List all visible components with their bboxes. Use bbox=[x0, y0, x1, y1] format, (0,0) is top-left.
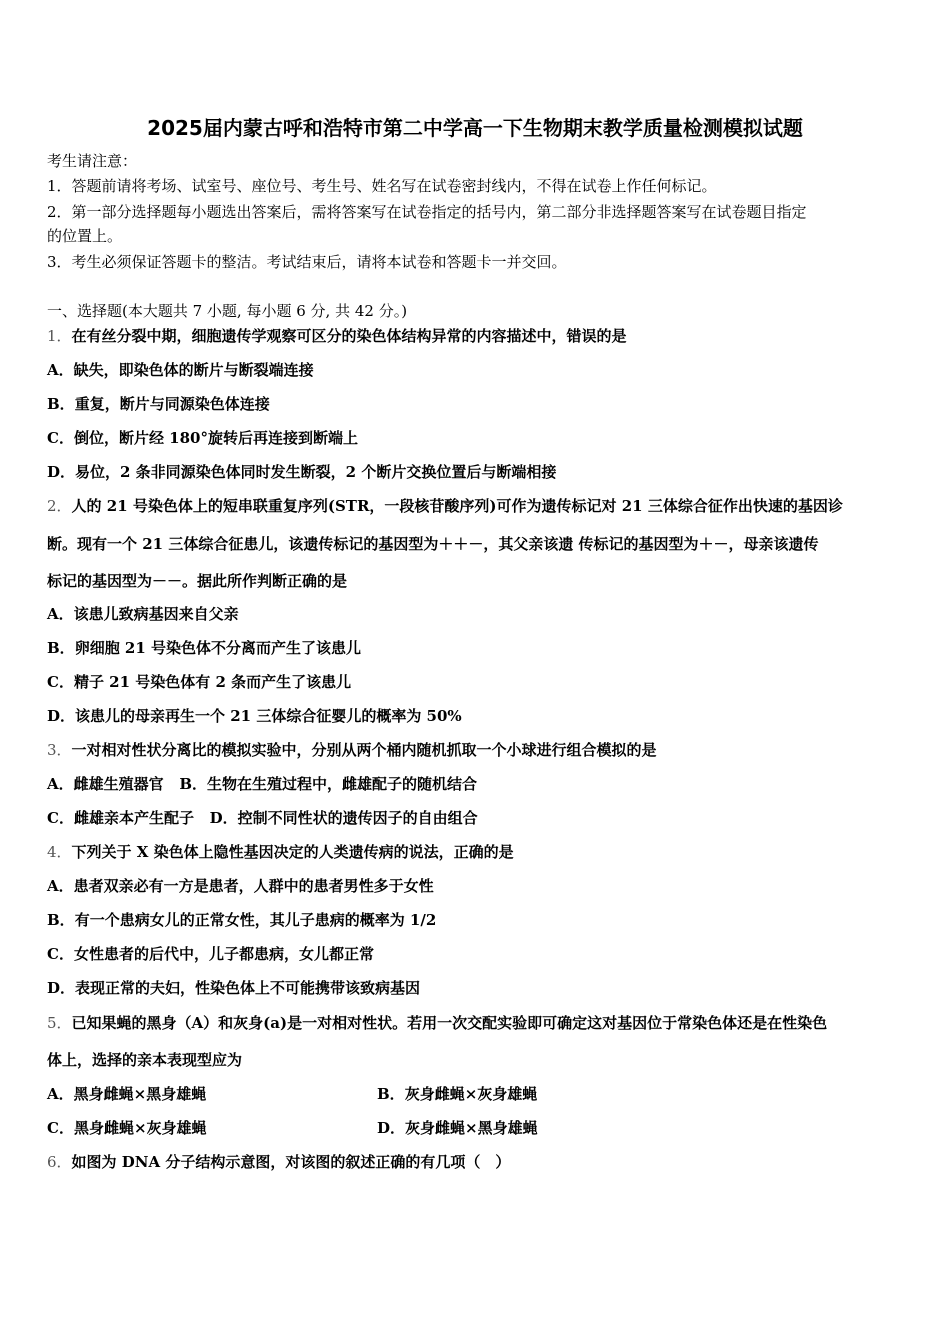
option-d bbox=[47, 978, 420, 998]
option-text: 黑身雌蝇×黑身雄蝇 bbox=[73, 1085, 207, 1103]
option-label: B． bbox=[377, 1085, 405, 1103]
option-label: A． bbox=[47, 1085, 74, 1103]
notice-item: 3．考生必须保证答题卡的整洁。考试结束后，请将本试卷和答题卡一并交回。 bbox=[47, 253, 567, 271]
option-label: D． bbox=[47, 463, 76, 481]
option-a bbox=[47, 876, 434, 896]
option-label: D． bbox=[209, 809, 238, 827]
question-5-stem bbox=[47, 1013, 827, 1033]
option-label: C． bbox=[47, 945, 74, 963]
option-text: 该患儿致病基因来自父亲 bbox=[73, 605, 239, 623]
option-b bbox=[47, 394, 270, 414]
option-text: 患者双亲必有一方是患者，人群中的患者男性多于女性 bbox=[73, 877, 434, 895]
question-stem-line: 人的 21 号染色体上的短串联重复序列(STR，一段核苷酸序列)可作为遗传标记对 21 三体综合征作出快速的基因诊 bbox=[71, 497, 843, 515]
question-stem-line: 在有丝分裂中期，细胞遗传学观察可区分的染色体结构异常的内容描述中，错误的是 bbox=[71, 327, 627, 345]
option-label: A． bbox=[47, 605, 74, 623]
option-label: D． bbox=[47, 979, 76, 997]
option-c bbox=[47, 944, 374, 964]
notice-item: 1．答题前请将考场、试室号、座位号、考生号、姓名写在试卷密封线内，不得在试卷上作任何标记。 bbox=[47, 177, 717, 195]
option-c bbox=[47, 428, 358, 448]
question-number: 3． bbox=[47, 741, 72, 759]
option-c bbox=[47, 1118, 207, 1138]
option-a bbox=[47, 1084, 206, 1104]
option-text: 雌雄生殖器官 bbox=[73, 775, 164, 793]
notice-item: 2．第一部分选择题每小题选出答案后，需将答案写在试卷指定的括号内，第二部分非选择题答案写在试卷题目指定 bbox=[47, 203, 807, 221]
option-text: 精子 21 号染色体有 2 条而产生了该患儿 bbox=[73, 673, 352, 691]
notice-heading: 考生请注意： bbox=[47, 152, 138, 170]
option-label: D． bbox=[377, 1119, 406, 1137]
question-stem-line: 如图为 DNA 分子结构示意图，对该图的叙述正确的有几项（ ） bbox=[71, 1153, 511, 1171]
option-text: 生物在生殖过程中，雌雄配子的随机结合 bbox=[207, 775, 478, 793]
question-stem-line: 体上，选择的亲本表现型应为 bbox=[47, 1051, 243, 1069]
option-text: 重复，断片与同源染色体连接 bbox=[74, 395, 270, 413]
question-3-stem bbox=[47, 740, 657, 760]
option-text: 倒位，断片经 180°旋转后再连接到断端上 bbox=[73, 429, 358, 447]
option-d bbox=[47, 462, 556, 482]
option-d bbox=[377, 1118, 538, 1138]
option-text: 灰身雌蝇×灰身雄蝇 bbox=[404, 1085, 538, 1103]
question-number: 1． bbox=[47, 327, 72, 345]
option-label: C． bbox=[47, 673, 74, 691]
option-text: 易位，2 条非同源染色体同时发生断裂，2 个断片交换位置后与断端相接 bbox=[75, 463, 557, 481]
option-label: C． bbox=[47, 1119, 74, 1137]
question-stem-line: 已知果蝇的黑身（A）和灰身(a)是一对相对性状。若用一次交配实验即可确定这对基因位于常染色体还是在性染色 bbox=[71, 1014, 828, 1032]
question-1-stem bbox=[47, 326, 627, 346]
option-text: 有一个患病女儿的正常女性，其儿子患病的概率为 1/2 bbox=[74, 911, 437, 929]
option-row bbox=[47, 808, 478, 828]
option-text: 雌雄亲本产生配子 bbox=[73, 809, 194, 827]
question-stem-line: 一对相对性状分离比的模拟实验中，分别从两个桶内随机抓取一个小球进行组合模拟的是 bbox=[71, 741, 657, 759]
option-row bbox=[47, 774, 477, 794]
option-b bbox=[47, 910, 436, 930]
option-c bbox=[47, 672, 351, 692]
option-text: 灰身雌蝇×黑身雄蝇 bbox=[405, 1119, 538, 1137]
option-label: D． bbox=[47, 707, 76, 725]
option-text: 缺失，即染色体的断片与断裂端连接 bbox=[73, 361, 314, 379]
option-label: B． bbox=[47, 639, 75, 657]
option-label: B． bbox=[47, 395, 75, 413]
option-d bbox=[47, 706, 462, 726]
option-text: 表现正常的夫妇，性染色体上不可能携带该致病基因 bbox=[75, 979, 421, 997]
question-number: 4． bbox=[47, 843, 72, 861]
question-stem-line: 断。现有一个 21 三体综合征患儿，该遗传标记的基因型为＋＋－，其父亲该遗 传标记的基因型为＋－，母亲该遗传 bbox=[47, 535, 819, 553]
question-2-stem bbox=[47, 496, 843, 516]
option-text: 该患儿的母亲再生一个 21 三体综合征婴儿的概率为 50% bbox=[75, 707, 462, 725]
section-heading: 一、选择题(本大题共 7 小题, 每小题 6 分, 共 42 分。) bbox=[47, 302, 408, 320]
question-number: 2． bbox=[47, 497, 72, 515]
page-title: 2025届内蒙古呼和浩特市第二中学高一下生物期末教学质量检测模拟试题 bbox=[147, 116, 803, 140]
question-stem-line: 标记的基因型为－－。据此所作判断正确的是 bbox=[47, 572, 348, 590]
option-label: C． bbox=[47, 809, 74, 827]
question-stem-line: 下列关于 X 染色体上隐性基因决定的人类遗传病的说法，正确的是 bbox=[71, 843, 514, 861]
option-text: 女性患者的后代中，儿子都患病，女儿都正常 bbox=[73, 945, 374, 963]
question-6-stem bbox=[47, 1152, 510, 1172]
option-a bbox=[47, 360, 314, 380]
option-label: B． bbox=[47, 911, 75, 929]
option-b bbox=[47, 638, 361, 658]
option-label: B． bbox=[179, 775, 208, 793]
option-text: 卵细胞 21 号染色体不分离而产生了该患儿 bbox=[74, 639, 362, 657]
option-a bbox=[47, 604, 239, 624]
question-number: 6． bbox=[47, 1153, 72, 1171]
option-label: A． bbox=[47, 877, 74, 895]
option-label: A． bbox=[47, 775, 74, 793]
question-number: 5． bbox=[47, 1014, 72, 1032]
question-4-stem bbox=[47, 842, 514, 862]
option-b bbox=[377, 1084, 537, 1104]
option-label: A． bbox=[47, 361, 74, 379]
option-text: 控制不同性状的遗传因子的自由组合 bbox=[237, 809, 478, 827]
notice-item: 的位置上。 bbox=[47, 227, 123, 245]
option-label: C． bbox=[47, 429, 74, 447]
option-text: 黑身雌蝇×灰身雄蝇 bbox=[73, 1119, 207, 1137]
